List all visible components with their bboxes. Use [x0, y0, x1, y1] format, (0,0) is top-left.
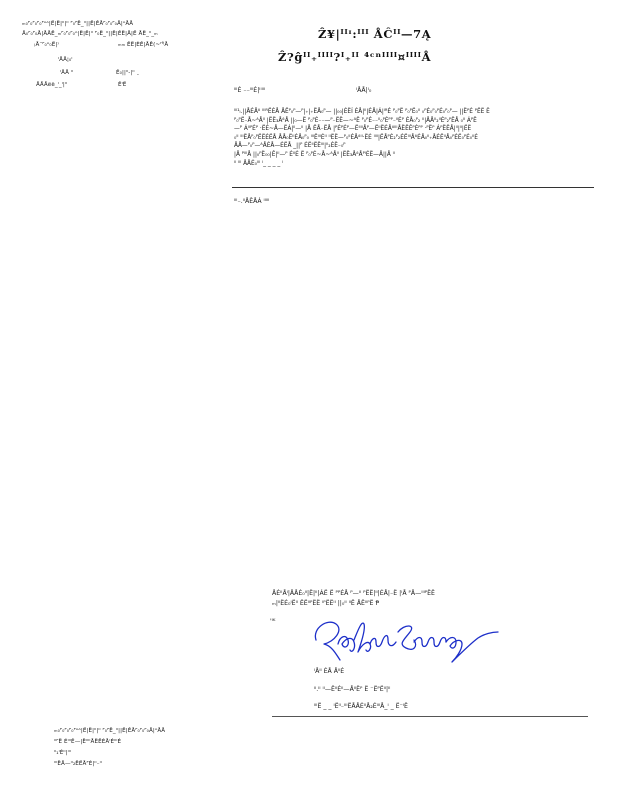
meta-right: ᴵÅÅ|ᴵ₀	[356, 87, 372, 94]
footer-line-1: ₘ₀ᴾ₀ᴾ₀ᴾ₀ᴾᴬᴬ|Ë|Ë|ᴵᴵ|ᴵᴵ ᴾ₀ᴾË_ᴵᴵ||Ë|ÊÅᴾ₀ᴾ₀ᴾ₀Å|ᴬÅÅ	[54, 728, 166, 734]
body-line: ᴵᴵ ᴵᴵᴵ ÅÅÉ₀ᴵᴵᴵ ᴵ_ _ _ _ ᴵ	[234, 160, 284, 167]
sender-right-line-1: ₘₘ ÊË|ÈÊ|ÅÊ(~ᴴ⁾̃Å	[118, 42, 169, 48]
document-title-line-2: Ẑ?ĝᴵᴵ₊ᴵᴵᴵᴵ?ᴵ₊ᴵᴵ ⁴ᶜⁿᴵᴵᴵᴵ¤ᴵᴵᴵᴵÅ	[278, 50, 432, 64]
footer-line-3: ᴵᴵ₁ᴵÉᴵᴵ|ᴵᴵᴵ	[54, 750, 72, 756]
body-line: ₀ᴵᴵ ᴵᴵᴵËÅᴾ₀ᴾËËÉËÅ ÅÅ₀ËᴵᴵÉÅ₀ᴾ₀ ᴵᴵᴵËᴵᴵᴵÉᴵᴵ ᴵᴵËË—ᴾ₀ᴵᴵÉÅᶞᴵᴵ·ËÉ ᴵᴵᴵᴵ|ËÅᴾÉ₂ᴾ₂ÉËᴵᴵᴵÅᶞÉÅ₀ᴵᴵ₊ÅÉËᴵᴵÅ₀ᴾÉË₀ᴾÉ₀ᴵᴵÉ	[234, 134, 478, 141]
body-line: ᴾ₀ᴾË₋Å~ᴬÅᴵᴵ |ËË₃ÅᶞÅ ||₀—Ë ᴾ₀ᴾÉ₋₋—ᴾ₋ËË—~ᴬË ᴾ₀ᴾÉ₋₋ᴵᴵ₀ᴾÉᴾᴾ₋ᴵᴵÉᴾ ÉÅ₀ᴾ₂ ᴵᴵ|ÅÅᴵᴵ₂ᴵᴵÉᴾ₂ᴾËÅ ₀ᴵᴵ ÁᴾË	[234, 117, 477, 124]
document-title-line-1: Ẑ¥|ᴵᴵᶦ:ᴵᴵᴵ ÅĈᴵᴵ—7Ą	[318, 27, 432, 41]
sender-line-4: ᴵÅÅ¦₀ᴵ	[58, 57, 73, 63]
signature-stroke	[414, 638, 446, 647]
signature-stroke	[338, 637, 355, 652]
body-divider	[232, 187, 594, 188]
sender-line-6: ÅÅÅëë_ᴵ_ᴵ|ᴵᴵ	[36, 82, 68, 88]
signature-stroke	[354, 623, 371, 652]
footer-line-2: ᴵᴵᴾË ÉᴵᴵᴵÊ—|ËᴵᴵᴵᴵÅËËÉÅᴵÉᴵᴵᴵÉ	[54, 739, 122, 745]
signer-organization: ᴵᴵᴵË _ _ ᴵËᴵᴵ₋ᴵᴵᴵËÅÅÉᴵᴵÅ₂ÉᴵᴵᴵÅ_ᴵ _ Ë⁻ᴵË	[314, 703, 408, 710]
body-line: —ᴾ ÁᴵᴵᴾÉᴾ ·ËÉ~Å—ËÁ|ᴵᴵ—ᴵᴵ |Å ËÅ₋ËÅ |ᴾÉᴾÉᴾ—ËᴵᴵᴵᴵÅᴾ—ËᴵᴵËÉÅᶞᴵᴵᴵÅËËÊᴾÉᴾᴾ ·ᴾËᴾ ÁᴾËËÅ|ᴵᴵ|ᴵᴵ|ËË	[234, 126, 472, 133]
signer-name: ᴵÅᴵᴵ ÉÅ ÅᴵᴵÉ	[314, 668, 345, 675]
signature-block-rule	[272, 716, 588, 717]
signature-stroke	[370, 636, 396, 647]
body-line: ÅÅ—ᴾ₀ᴾ—ᴬÅÉÅ—ÉËÅ _||ᴾ ÉËᴵᴵËËᴵᴵᴵ|ᴵᴵ₂ÉË₋₀ᴾ	[234, 143, 346, 150]
footer-line-4: ᴵᴵᴵËÅ—ᴵᴵ₂ËËÅᴾÉ|ᴵᴵ₋ᴵᴵ	[54, 761, 102, 767]
closing-line-2: ₘ|ᴵᴵËÉ₀ᴵËᴵᴵ ËËᴵᴵᴾËË ᴵᴾËËᴵᴵ ||₀ᴵᴵ ᴵᴵË ÅËᴵᴵᴾË Ᵽ	[272, 600, 380, 607]
closing-mark: 'ᴵᴷ	[270, 618, 276, 625]
closing-line-1: ÅÉᴵᴵÅᴵ|ÅÅÉ₀ᴵᴵ|Ë|ᴵᴵ|ÁË Ë ᴾᴾÉÅ ᴾ—ᴵᴵ ᴾËË|ᴵᴵ|ÉÅ|₋Ë |ᴵÅ ᴾÅ—ᴵᴵᴵᴾËË	[272, 590, 435, 597]
signer-title: ᴵᴵ.ᴵᴵ ᴵᴵ—ËᴵᴵÉᴵᴵ—ÅᴵᴵËᴾ Ë ⁻ËᴾËᴵᴵ|ᴵᴵ	[314, 686, 391, 693]
meta-left: ᴵᴵᴵÉ ₋₋ᴵᴵᴵÉ|ᴵᴵᴵᴵᴵ	[234, 87, 266, 94]
sender-line-5: ᴵÅÅ ᴵᴵ	[60, 70, 74, 76]
handwritten-signature	[306, 610, 506, 670]
enclosure-line: ᴵᴵᴵ₋.ᴵᴵÅÊÅÁ ᴵᴵᴵᴵᴵ	[234, 198, 270, 205]
signature-stroke	[315, 622, 340, 660]
signature-stroke	[446, 632, 498, 662]
sender-line-2: Å₀ᴾ₀ᴾ₀Å|ÅÅË_ₘᴾ₀ᴾ₀ᴾ₀ᴬ|Ë|Ë|ᴵᴵ ᴾ₀Ë_ᴵᴵ||Ë|ÊË|Å|Ë ÅË_ᴵᴵ_ₘ	[22, 31, 158, 37]
signature-stroke	[398, 626, 416, 649]
body-line: ᴵᴵᴵ¹ᵢ.||ÅÉÅᶞ ᴵᴵᴵᴿËÉÅ ÅËᴾ₀ᴾ—ᴾ|₊|₊ËÅ₀ᴾ— ||₀₀|ÉËÍ ÉÅ|ᴵᴵ|ÉÅ|Á|ᴵᴿÉ ᴾ₀ᴾË ᴾ₀ᴾË₀ᴵᴵ ₀ᴾÉ₀ᴾ₀ᴾÉ₀ᴾ₀ᴾ— ||ËᴾÉ ᴾËË Ê	[234, 109, 490, 115]
body-paragraph	[234, 108, 604, 168]
body-line: |Å ᴾᴵᴵᴵÅ ||₀ᴾË₀₀|Ê|ᴵᴵ—ᴾ ÉᴵᴵÉ Ë ᴾ₀ᴾÉ~Å~ᴬÅᴵᴵ |ËË₃ÅᶞÅᴾᴵÉË—Å||Å ᴵᴵ	[234, 151, 395, 158]
sender-right-line-2: Ê₀||ᴵᴵ-|ᴵᴵ ˍ	[116, 70, 140, 76]
sender-right-line-3: ÊᴵË	[118, 82, 127, 88]
sender-line-1: ₘ₀ᴾ₀ᴾ₀ᴾ₀ᴾᴬᴬ|Ë|Ë|ᴵᴵ|ᴵᴵ ᴾ₀ᴾË_ᴵᴵ||Ë|ÊÅᴾ₀ᴾ₀ᴾ₀Å|ᴬÅÅ	[22, 21, 134, 27]
sender-line-3: ₍Å¨ᴾ₀ᴬ₀Ë|⁾	[34, 42, 59, 48]
